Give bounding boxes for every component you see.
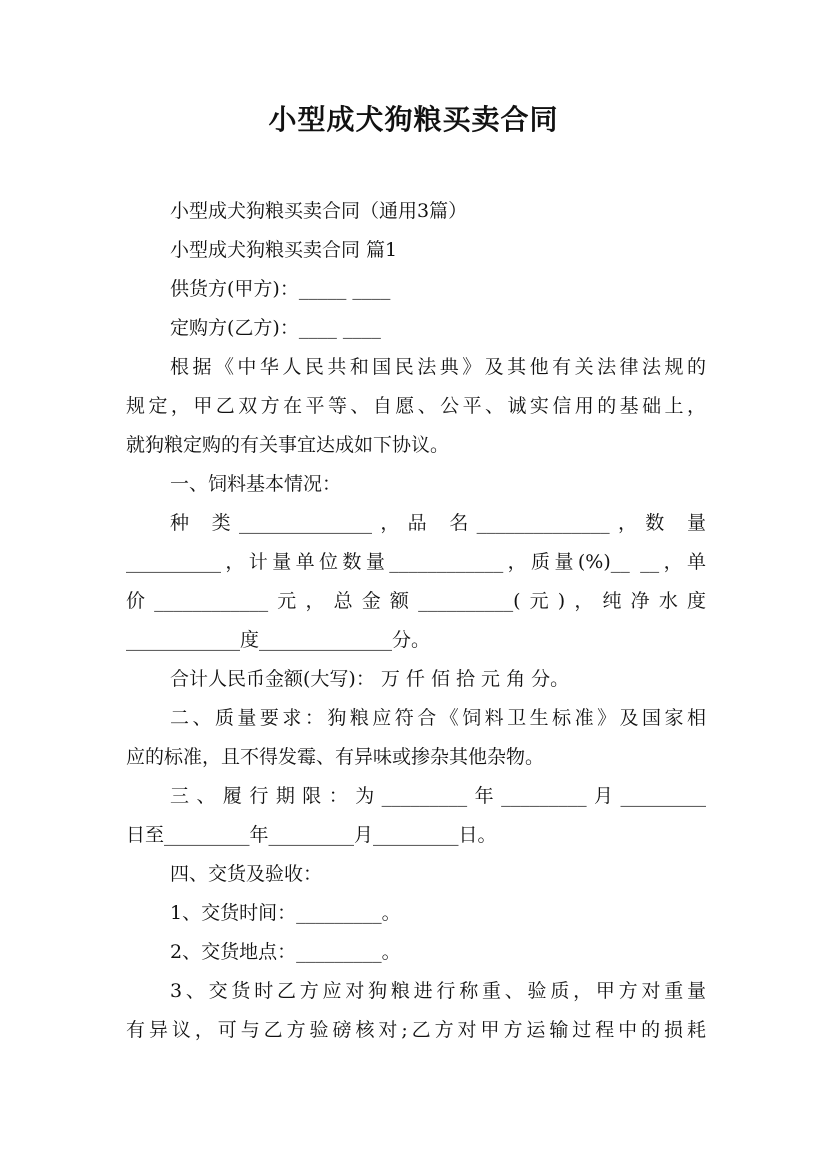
clause-heading: 四、交货及验收： <box>170 863 323 885</box>
supplier-field: 供货方(甲方)：_____ ____ <box>170 278 391 300</box>
clause-heading: 三、履行期限：为_________年_________月_________ <box>170 785 706 807</box>
paragraph-line: 有异议，可与乙方验磅核对;乙方对甲方运输过程中的损耗 <box>126 1019 706 1041</box>
buyer-field: 定购方(乙方)：____ ____ <box>170 317 381 339</box>
section-heading: 小型成犬狗粮买卖合同 篇1 <box>170 239 398 261</box>
paragraph-line: ____________度______________分。 <box>126 629 431 651</box>
paragraph-line: 规定，甲乙双方在平等、自愿、公平、诚实信用的基础上， <box>126 395 706 417</box>
clause-heading: 一、饲料基本情况： <box>170 473 342 495</box>
paragraph-line: 根据《中华人民共和国民法典》及其他有关法律法规的 <box>170 356 706 378</box>
list-item: 3、交货时乙方应对狗粮进行称重、验质，甲方对重量 <box>170 980 706 1002</box>
paragraph-line: 合计人民币金额(大写)： 万 仟 佰 拾 元 角 分。 <box>170 668 570 690</box>
paragraph-line: 就狗粮定购的有关事宜达成如下协议。 <box>126 434 450 456</box>
paragraph-line: 种 类______________，品 名______________，数 量 <box>170 512 706 534</box>
list-item: 2、交货地点：_________。 <box>170 941 401 963</box>
paragraph-line: 价____________元，总金额__________(元)，纯净水度 <box>126 590 706 612</box>
paragraph-line: 日至_________年_________月_________日。 <box>126 824 497 846</box>
contract-subtitle: 小型成犬狗粮买卖合同（通用3篇） <box>170 200 468 222</box>
document-title: 小型成犬狗粮买卖合同 <box>268 103 559 136</box>
list-item: 1、交货时间：_________。 <box>170 902 401 924</box>
clause-heading: 二、质量要求：狗粮应符合《饲料卫生标准》及国家相 <box>170 707 706 729</box>
paragraph-line: __________，计量单位数量____________，质量(%)__ __，单 <box>126 551 706 573</box>
paragraph-line: 应的标准，且不得发霉、有异味或掺杂其他杂物。 <box>126 746 545 768</box>
